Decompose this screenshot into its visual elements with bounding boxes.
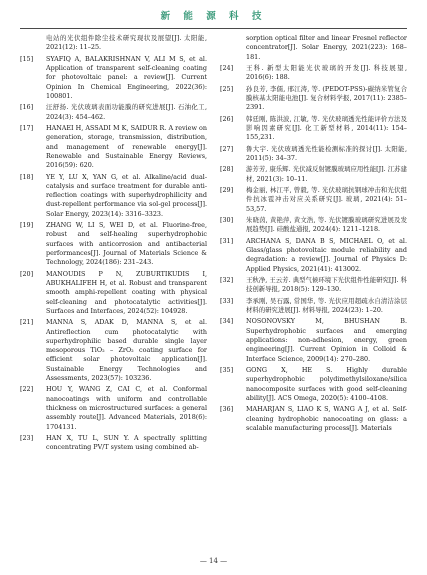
reference-entry — [220, 405, 407, 433]
reference-entry — [220, 276, 407, 295]
reference-text: HOU Y, WANG Z, CAI C, et al. Conformal nanocoatings with uniform and controllable thickness on microstructured surfaces: a general assembly route[J]. Advanced Materials, 2018(6): 1704131. — [46, 385, 207, 431]
reference-entry — [220, 366, 407, 403]
header-rule — [20, 28, 407, 29]
reference-text: HAN X, TU L, SUN Y. A spectrally splitting concentrating PV/T system using combined ab- — [46, 434, 207, 452]
reference-number: [15] — [20, 54, 34, 63]
reference-text: HANAEI H, ASSADI M K, SAIDUR R. A review on generation, storage, transmission, distribution, and management of renewable energy[J]. Renewable and Sustainable Energy Reviews, 2016(59): 620. — [46, 123, 207, 170]
reference-entry — [20, 124, 207, 170]
reference-text: 电站的光伏组件除尘技术研究现状及展望[J]. 太阳能, 2021(12): 11–25. — [46, 34, 207, 52]
reference-text: 游芳芳, 康乐辉. 光伏减反射镀膜玻璃应用性能[J]. 江苏建材, 2021(3): 10–11. — [246, 165, 407, 183]
references-right-column — [220, 34, 407, 435]
reference-number: [34] — [220, 317, 234, 326]
reference-text: 鲁大宇. 光伏玻璃透光性能检测标准的探讨[J]. 太阳能, 2011(5): 34–37. — [246, 144, 407, 162]
reference-entry — [220, 237, 407, 274]
reference-entry — [20, 221, 207, 267]
reference-text: 王秋净, 王云芳. 典型气候环境下光伏组件性能研究[J]. 科技创新导报, 2018(5): 129–130. — [246, 275, 407, 294]
reference-number: [17] — [20, 123, 34, 132]
reference-number: [27] — [220, 144, 234, 153]
reference-text: 孙良芳, 李儒, 邢江涛, 等. (PEDOT-PSS)-碳纳米管复合膜核基太阳能电池[J]. 复合材料学报, 2017(11): 2385–2391. — [246, 84, 407, 112]
reference-entry — [20, 55, 207, 101]
reference-text: ARCHANA S, DANA B S, MICHAEL O, et al. Glass/glass photovoltaic module reliability and degradation: a review[J]. Journal of Physics D: Applied Physics, 2021(41): 413002. — [246, 236, 407, 273]
reference-text: 汪舒扬. 光伏玻璃表面功能膜的研究进展[J]. 石油化工, 2024(3): 454–462. — [46, 103, 207, 121]
reference-number — [220, 34, 246, 62]
reference-entry — [220, 34, 407, 62]
reference-entry — [220, 186, 407, 214]
reference-entry — [20, 318, 207, 383]
journal-header: 新 能 源 科 技 — [160, 11, 267, 22]
reference-text: 梅金丽, 林江平, 曾毅, 等. 光伏玻璃抗钢球冲击和光伏组件抗冰雹冲击对应关系研究[J]. 玻璃, 2021(4): 51–53,57. — [246, 186, 407, 213]
reference-number: [36] — [220, 405, 234, 414]
reference-entry — [20, 270, 207, 316]
reference-entry — [220, 216, 407, 235]
reference-text: MAHARJAN S, LIAO K S, WANG A J, et al. Self-cleaning hydrophobic nanocoating on glass: a scalable manufacturing process[J]. Materials — [246, 405, 407, 432]
reference-entry — [220, 64, 407, 83]
reference-entry — [20, 434, 207, 453]
reference-text: 李承刚, 吴石露, 常国华, 等. 光伏应用超疏水自清洁涂层材料的研究进展[J]. 材料导报, 2024(23): 1–20. — [246, 296, 407, 314]
references-left-column — [20, 34, 207, 455]
reference-text: 王科. 新型太阳能光伏玻璃的开发[J]. 科技展望, 2016(6): 188. — [246, 63, 407, 82]
reference-number: [21] — [20, 318, 34, 327]
reference-number: [35] — [220, 365, 234, 374]
reference-number: [31] — [220, 236, 234, 245]
reference-number: [28] — [220, 165, 234, 174]
reference-number: [16] — [20, 103, 34, 112]
reference-number: [19] — [20, 221, 34, 230]
reference-text: 朱晓茵, 黄艳萍, 黄文浩, 等. 光伏镀膜玻璃研究进展及发展趋势[J]. 硅酸盐通报, 2024(4): 1211–1218. — [246, 216, 407, 234]
reference-text: SYAFIQ A, BALAKRISHNAN V, ALI M S, et al. Application of transparent self-cleaning coating for photovoltaic panel: a review[J]. Current Opinion In Chemical Engineering, 2022(36): 100801. — [46, 54, 207, 100]
reference-number — [20, 34, 46, 53]
reference-number: [29] — [220, 186, 234, 195]
reference-text: MANOUDIS P N, ZUBURTIKUDIS I, ABUKHALIFEH H, et al. Robust and transparent smooth amphi-repellent coating with physical self-cleaning and photocatalytic activities[J]. Surfaces and Interfaces, 2024(52): 104928. — [46, 269, 207, 315]
reference-entry — [220, 115, 407, 143]
reference-entry — [20, 385, 207, 431]
reference-text: ZHANG W, LI S, WEI D, et al. Fluorine-free, robust and self-healing superhydrophobic surfaces with anticorrosion and antibacterial performances[J]. Journal of Materials Science & Technology, 2024(186): 231–243. — [46, 221, 207, 267]
reference-entry — [220, 317, 407, 363]
reference-text: MANNA S, ADAK D, MANNA S, et al. Antireflection cum photocatalytic with superhydrophilic based durable single layer mesoporous TiO₂ – ZrO₂ coating surface for efficient solar photovoltaic application[J]. Sustainable Energy Technologies and Assessments, 2023(57): 103236. — [46, 318, 207, 383]
reference-text: GONG X, HE S. Highly durable superhydrophobic polydimethylsiloxane/silica nanocomposite surfaces with good self-cleaning ability[J]. ACS Omega, 2020(5): 4100–4108. — [246, 365, 407, 402]
reference-number: [23] — [20, 434, 34, 443]
reference-entry — [20, 173, 207, 219]
reference-text: NOSONOVSKY M, BHUSHAN B. Superhydrophobic surfaces and emerging applications: non-adhesion, energy, green engineering[J]. Current Opinion in Colloid & Interface Science, 2009(14): 270–280. — [246, 317, 407, 363]
reference-text: 韩廷刚, 陈洪波, 江敏, 等. 光伏玻璃透光性能评价方法及影响因素研究[J]. 化工新型材料, 2014(11): 154–155,231. — [246, 114, 407, 142]
reference-number: [33] — [220, 296, 234, 305]
reference-entry — [220, 85, 407, 113]
reference-number: [18] — [20, 172, 34, 181]
reference-number: [30] — [220, 216, 234, 224]
reference-entry — [220, 145, 407, 164]
reference-entry — [20, 34, 207, 53]
reference-number: [22] — [20, 385, 34, 394]
reference-text: sorption optical filter and linear Fresnel reflector concentrator[J]. Solar Energy, 2021(223): 168–181. — [246, 34, 407, 61]
reference-number: [26] — [220, 114, 234, 123]
reference-entry — [220, 297, 407, 316]
reference-number: [25] — [220, 84, 234, 93]
page-number: — 14 — — [199, 557, 228, 565]
reference-number: [24] — [220, 63, 234, 72]
reference-number: [20] — [20, 269, 34, 278]
reference-number: [32] — [220, 275, 234, 284]
reference-text: YE Y, LU X, YAN G, et al. Alkaline/acid dual-catalysis and surface treatment for durable anti-reflection coatings with superhydrophilicity and dust-repellent performance via sol-gel process[J]. Solar Energy, 2023(14): 3316–3323. — [46, 172, 207, 218]
reference-entry — [20, 103, 207, 122]
reference-entry — [220, 165, 407, 184]
